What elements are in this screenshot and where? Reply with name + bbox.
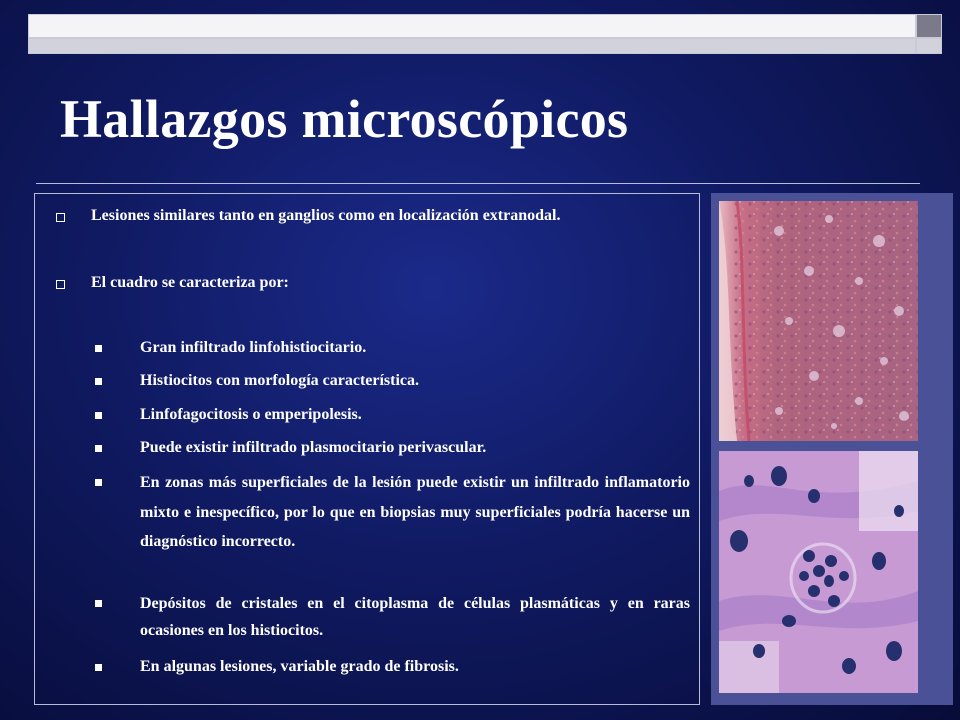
filled-square-bullet-icon — [95, 345, 102, 352]
filled-square-bullet-icon — [95, 664, 102, 671]
filled-square-bullet-icon — [95, 479, 102, 486]
sub-bullet-item: Puede existir infiltrado plasmocitario perivascular. — [140, 436, 690, 460]
filled-square-bullet-icon — [95, 600, 102, 607]
top-bar-lower-strip — [28, 38, 916, 54]
high-magnification-micrograph — [719, 451, 918, 693]
hollow-square-bullet-icon — [56, 280, 65, 289]
sub-bullet-item: En algunas lesiones, variable grado de fibrosis. — [140, 655, 690, 679]
bullet-item: Lesiones similares tanto en ganglios como en localización extranodal. — [56, 204, 686, 228]
filled-square-bullet-icon — [95, 445, 102, 452]
slide-title: Hallazgos microscópicos — [60, 89, 629, 149]
sub-bullet-item: Gran infiltrado linfohistiocitario. — [140, 336, 690, 360]
bullet-item: El cuadro se caracteriza por: — [56, 271, 686, 295]
sub-bullet-item: Histiocitos con morfología característica. — [140, 369, 690, 393]
low-magnification-micrograph — [719, 201, 918, 441]
sub-bullet-item: En zonas más superficiales de la lesión puede existir un infiltrado inflamatorio mixto e inespecífico, por lo que en biopsias muy superficiales podría hacerse un diagnóstico incorrecto. — [140, 468, 690, 557]
sub-bullet-item: Linfofagocitosis o emperipolesis. — [140, 403, 690, 427]
top-corner-square-light — [916, 38, 942, 54]
top-bar-upper-strip — [28, 14, 916, 38]
filled-square-bullet-icon — [95, 378, 102, 385]
sub-bullet-item: Depósitos de cristales en el citoplasma de células plasmáticas y en raras ocasiones en los histiocitos. — [140, 590, 690, 644]
hollow-square-bullet-icon — [56, 213, 65, 222]
filled-square-bullet-icon — [95, 412, 102, 419]
top-decoration-bar — [28, 14, 916, 54]
title-divider — [36, 183, 920, 184]
micrograph-panel — [711, 193, 953, 705]
top-corner-square-dark — [916, 14, 942, 38]
